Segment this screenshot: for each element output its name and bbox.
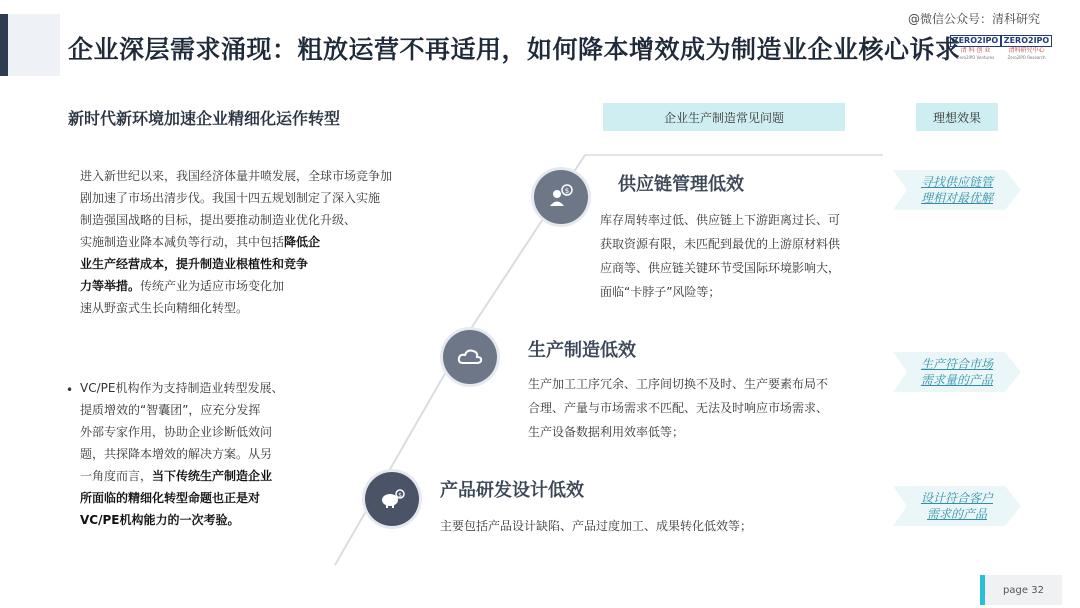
problem-desc-rd-design: 主要包括产品设计缺陷、产品过度加工、成果转化低效等； <box>440 519 753 533</box>
cloud-icon <box>455 342 485 372</box>
zero2ipo-research-logo: ZERO2IPO 清科研究中心 Zero2IPO Research <box>1004 35 1049 63</box>
section-subtitle: 新时代新环境加速企业精细化运作转型 <box>68 109 341 128</box>
vcpe-paragraph: VC/PE机构作为支持制造业转型发展、 提质增效的“智囊团”，应充分发挥 外部专家作用，协助企业诊断低效问 题，共探降本增效的解决方案。从另 一角度而言，当下传统生产制造企业 所面临的精细化转型命题也正是对 VC/PE机构能力的一次考验。 <box>80 381 284 527</box>
effects-header: 理想效果 <box>916 103 998 131</box>
money-person-icon <box>546 182 576 212</box>
zero2ipo-ventures-logo: ZERO2IPO 清 科 创 业 Zero2IPO Ventures <box>953 35 998 63</box>
piggy-bank-icon <box>377 484 407 514</box>
watermark: @微信公众号：清科研究 <box>907 12 1040 26</box>
problem-title-supply-chain: 供应链管理低效 <box>618 174 744 195</box>
effect-arrow-supply-chain: 寻找供应链管 理相对最优解 <box>893 170 1021 210</box>
problem-desc-manufacturing: 生产加工工序冗余、工序间切换不及时、生产要素布局不 合理、产量与市场需求不匹配、无法及时响应市场需求、 生产设备数据利用效率低等； <box>528 377 829 439</box>
page-title: 企业深层需求涌现：粗放运营不再适用，如何降本增效成为制造业企业核心诉求 <box>68 35 961 64</box>
supply-chain-circle <box>534 170 588 224</box>
rd-design-circle <box>365 472 419 526</box>
problem-title-manufacturing: 生产制造低效 <box>528 340 636 361</box>
svg-text:$: $ <box>398 492 402 499</box>
problem-desc-supply-chain: 库存周转率过低、供应链上下游距离过长、可 获取资源有限，未匹配到最优的上游原材料供 应商等、供应链关键环节受国际环境影响大， 面临“卡脖子”风险等； <box>600 213 841 299</box>
effect-arrow-rd-design: 设计符合客户 需求的产品 <box>893 486 1021 526</box>
svg-text:$: $ <box>564 187 570 195</box>
bullet-marker: • <box>66 383 74 397</box>
page-number: page 32 <box>980 575 1062 605</box>
manufacturing-circle <box>443 330 497 384</box>
intro-paragraph: 进入新世纪以来，我国经济体量井喷发展，全球市场竞争加 剧加速了市场出清步伐。我国十四五规划制定了深入实施 制造强国战略的目标，提出要推动制造业优化升级、 实施制造业降本减负等行动，其中包括降低企 业生产经营成本，提升制造业根植性和竞争 力等举措。传统产业为适应市场变化加 速从野蛮式生长向精细化转型。 <box>80 169 393 315</box>
problems-header: 企业生产制造常见问题 <box>603 103 845 131</box>
effect-arrow-manufacturing: 生产符合市场 需求量的产品 <box>893 352 1021 392</box>
problem-title-rd-design: 产品研发设计低效 <box>440 480 584 501</box>
